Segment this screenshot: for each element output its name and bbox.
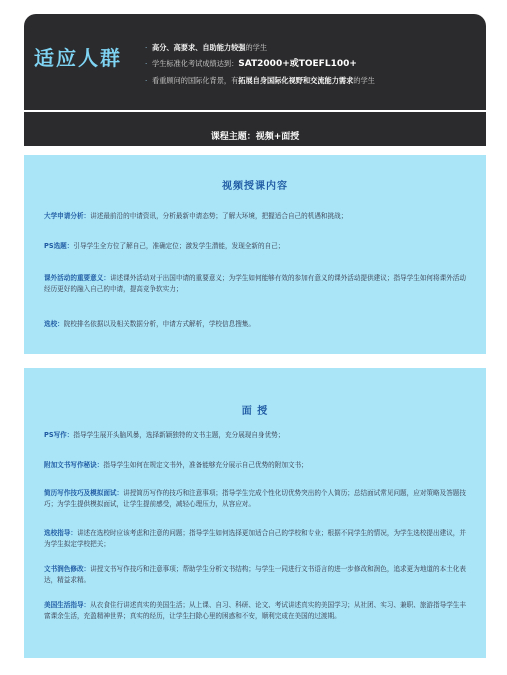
item-key: 附加文书写作秘诀： (44, 461, 104, 469)
video-item (44, 211, 466, 222)
item-key: 简历写作技巧及模拟面试： (44, 489, 124, 497)
face-section-title: 面 授 (241, 406, 269, 417)
audience-bullet (145, 42, 480, 53)
audience-bullets (145, 42, 480, 91)
course-theme-text: 课程主题：视频+面授 (210, 131, 300, 142)
item-key: 文书润色修改： (44, 565, 91, 573)
item-key: PS写作： (44, 431, 74, 439)
item-text: 讲述在选校时应该考虑和注意的问题；指导学生如何选择更加适合自己的学校和专业；根据不同学生的情况，为学生选校提出建议，并为学生拟定学校把关； (44, 529, 466, 548)
face-item (44, 460, 466, 471)
bullet-emphasis: 拓展自身国际化视野和交流能力需求 (238, 76, 354, 85)
item-text: 从衣食住行讲述真实的美国生活；从上课、自习、科研、论文、考试讲述真实的美国学习；从社团、实习、兼职、旅游指导学生丰富课余生活，充盈精神世界；真实的经历，让学生扫除心里的困惑和不安，顺利完成在美国的过渡期。 (44, 601, 466, 620)
item-text: 指导学生展开头脑风暴，选择新颖独特的文书主题，充分展现自身优势； (73, 431, 285, 439)
video-course-panel (24, 155, 486, 354)
item-key: 课外活动的重要意义： (44, 274, 110, 282)
item-text: 讲授简历写作的技巧和注意事项；指导学生完成个性化切优势突出的个人简历；总结面试常见问题，应对策略及答题技巧；为学生提供模拟面试，让学生提前感受，减轻心理压力，从容应对。 (44, 489, 466, 508)
item-key: 大学申请分析： (44, 212, 91, 220)
item-text: 指导学生如何在规定文书外，准备能够充分展示自己优势的附加文书； (103, 461, 308, 469)
face-to-face-panel (24, 368, 486, 658)
face-item (44, 600, 466, 622)
item-key: PS选题： (44, 242, 74, 250)
bullet-emphasis: 高分、高要求、自助能力较强 (152, 43, 246, 52)
bullet-text: 学生标准化考试成绩达到： (152, 59, 239, 68)
video-item (44, 319, 466, 330)
bullet-text: 看重顾问的国际化背景，有 (152, 76, 239, 85)
audience-bullet (145, 75, 480, 86)
face-item (44, 564, 466, 586)
item-text: 讲述课外活动对于出国申请的重要意义；为学生如何能够有效的参加有意义的课外活动提供建议；指导学生如何将课外活动经历更好的融入自己的申请，提高竞争软实力； (44, 274, 466, 293)
header-divider (24, 110, 486, 112)
course-theme-bar (24, 123, 486, 147)
video-section-title: 视频授课内容 (222, 181, 288, 192)
bullet-text: 的学生 (245, 43, 268, 52)
item-text: 讲述最前沿的申请资讯，分析最新申请态势；了解大环境，把握适合自己的机遇和挑战； (90, 212, 348, 220)
item-text: 引导学生全方位了解自己，准确定位；激发学生潜能，发现全新的自己； (73, 242, 285, 250)
video-item (44, 273, 466, 295)
audience-bullet (145, 58, 480, 70)
item-text: 院校排名依据以及相关数据分析，申请方式解析，学校信息搜集。 (63, 320, 255, 328)
face-item (44, 488, 466, 510)
video-item (44, 241, 466, 252)
face-item (44, 430, 466, 441)
audience-title: 适应人群 (34, 46, 122, 70)
bullet-text: 的学生 (353, 76, 375, 85)
bullet-emphasis: SAT2000+或TOEFL100+ (238, 59, 357, 69)
item-key: 美国生活指导： (44, 601, 91, 609)
face-item (44, 528, 466, 550)
item-key: 选校指导： (44, 529, 77, 537)
item-text: 讲授文书写作技巧和注意事项；帮助学生分析文书结构；与学生一同进行文书语言的进一步修改和润色，追求更为地道的本土化表达，精益求精。 (44, 565, 466, 584)
item-key: 选校： (44, 320, 64, 328)
